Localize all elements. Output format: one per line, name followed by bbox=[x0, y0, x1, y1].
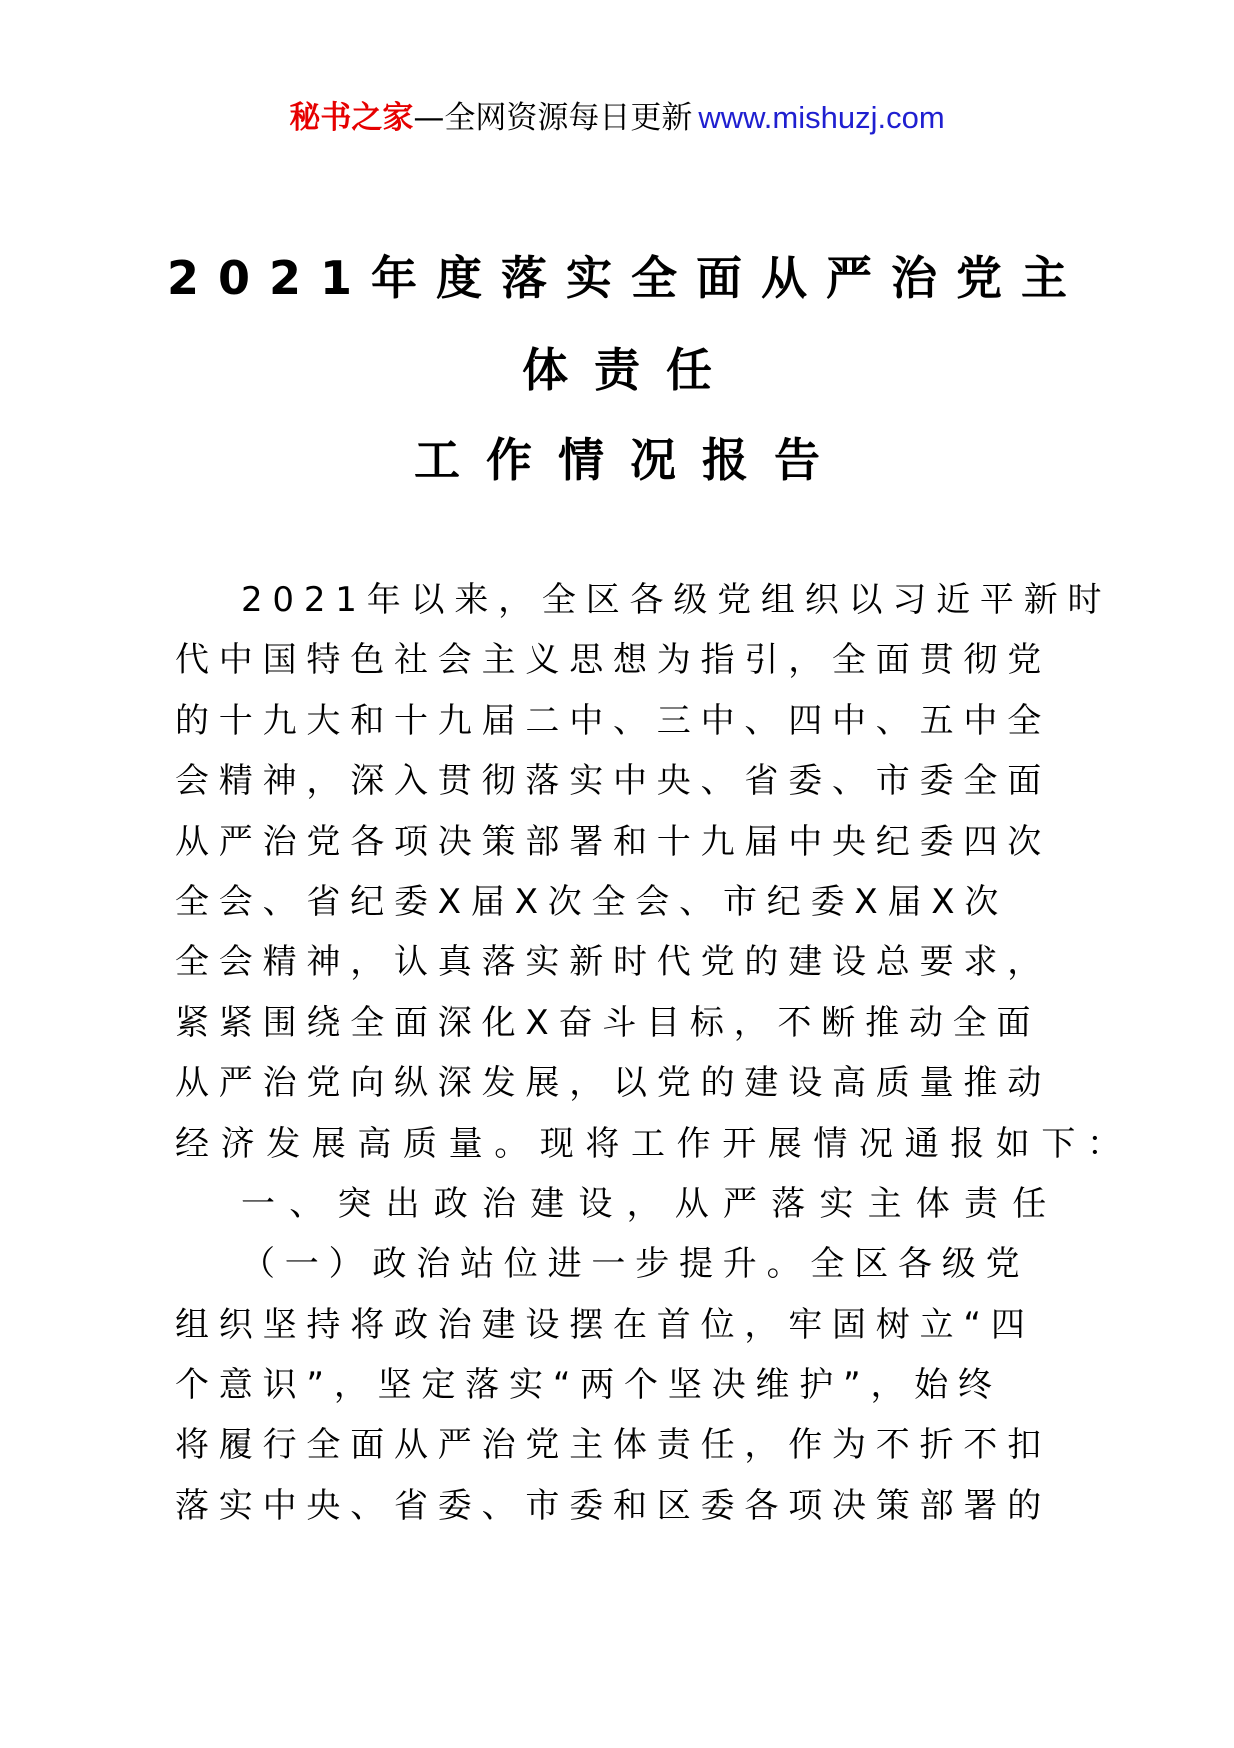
title-line-1: 2021年度落实全面从严治党主 bbox=[166, 251, 1087, 305]
section-heading: 一、突出政治建设，从严落实主体责任 bbox=[241, 1183, 1061, 1224]
paragraph-line: 经济发展高质量。现将工作开展情况通报如下： bbox=[175, 1123, 1133, 1164]
paragraph-line: 从严治党各项决策部署和十九届中央纪委四次 bbox=[175, 821, 1051, 862]
paragraph-line: 代中国特色社会主义思想为指引，全面贯彻党 bbox=[175, 640, 1051, 681]
site-header bbox=[0, 98, 1234, 138]
title-line-2: 体责任 bbox=[522, 343, 738, 397]
paragraph-line: 的十九大和十九届二中、三中、四中、五中全 bbox=[175, 700, 1051, 741]
paragraph-line: 组织坚持将政治建设摆在首位，牢固树立“四 bbox=[175, 1304, 1035, 1345]
paragraph-line: 全会、省纪委X届X次全会、市纪委X届X次 bbox=[175, 881, 1009, 922]
brand-name: 秘书之家 bbox=[289, 100, 414, 136]
paragraph-line: 会精神，深入贯彻落实中央、省委、市委全面 bbox=[175, 761, 1051, 802]
report-body bbox=[175, 570, 1133, 1536]
paragraph-line: 落实中央、省委、市委和区委各项决策部署的 bbox=[175, 1485, 1051, 1526]
paragraph-line: 从严治党向纵深发展，以党的建设高质量推动 bbox=[175, 1063, 1051, 1104]
paragraph-line: 个意识”，坚定落实“两个坚决维护”，始终 bbox=[175, 1365, 1002, 1406]
paragraph-line: 将履行全面从严治党主体责任，作为不折不扣 bbox=[175, 1425, 1051, 1466]
paragraph-line: 2021年以来，全区各级党组织以习近平新时 bbox=[241, 580, 1112, 620]
title-line-3: 工作情况报告 bbox=[414, 433, 846, 487]
subsection-line: （一）政治站位进一步提升。全区各级党 bbox=[241, 1244, 1030, 1285]
paragraph-line: 全会精神，认真落实新时代党的建设总要求， bbox=[175, 942, 1051, 983]
paragraph-line: 紧紧围绕全面深化X奋斗目标，不断推动全面 bbox=[175, 1002, 1041, 1043]
site-url[interactable]: www.mishuzj.com bbox=[698, 100, 945, 135]
tagline: —全网资源每日更新 bbox=[413, 100, 693, 136]
